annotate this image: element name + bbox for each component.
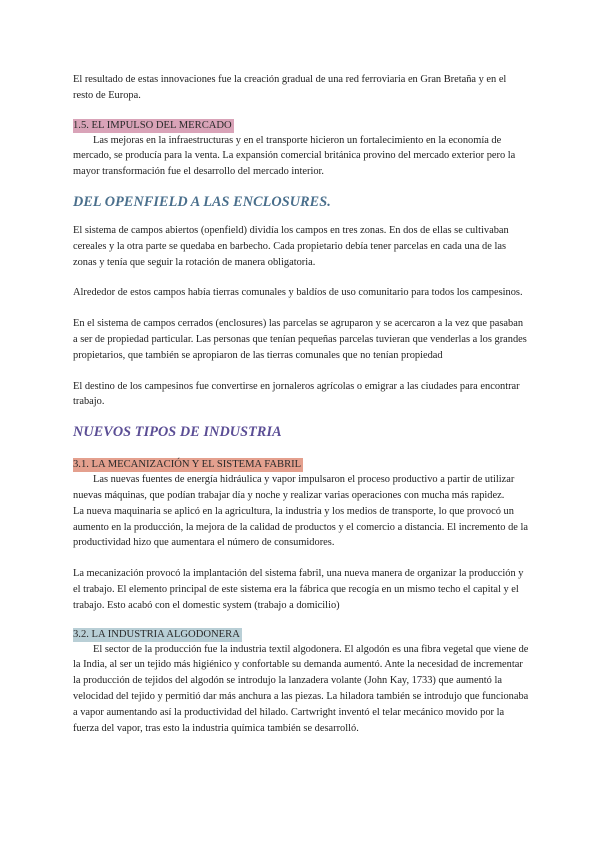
- paragraph-impulso: Las mejoras en la infraestructuras y en el transporte hicieron un fortalecimiento en la economía de mercado, se producía para la venta. La expansión comercial británica provino del mercado exterior pero la mayor transformación fue el desarrollo del mercado interior.: [73, 134, 516, 178]
- paragraph-openfield-3: En el sistema de campos cerrados (enclosures) las parcelas se agruparon y se acercaron a la vez que pasaban a ser de propiedad particular. Las personas que tenían pequeñas parcelas tuvieran que venderlas a los grandes propietarios, que también se apropiaron de las tierras comunales que no tenían propiedad: [73, 318, 527, 361]
- heading-algodonera: 3.2. LA INDUSTRIA ALGODONERA: [73, 628, 240, 640]
- document-body: [73, 72, 529, 736]
- heading-impulso-mercado: 1.5. EL IMPULSO DEL MERCADO: [73, 119, 232, 131]
- intro-paragraph: El resultado de estas innovaciones fue la creación gradual de una red ferroviaria en Gran Bretaña y en el resto de Europa.: [73, 74, 507, 101]
- heading-mecanizacion: 3.1. LA MECANIZACIÓN Y EL SISTEMA FABRIL: [73, 459, 302, 471]
- section-title-openfield: DEL OPENFIELD A LAS ENCLOSURES.: [73, 193, 331, 210]
- paragraph-algodonera: El sector de la producción fue la industria textil algodonera. El algodón es una fibra vegetal que viene de la India, al ser un tejido más higiénico y confortable su demanda aumentó. Ante la necesidad de incrementar la producción de tejidos del algodón se introdujo la lanzadera volante (John Kay, 1733) que aumentó la velocidad del tejido y permitió dar más anchura a las piezas. La hiladora también se introdujo que funcionaba a vapor aumentando así la productividad del hilado. Cartwright inventó el telar mecánico movido por la fuerza del vapor, tras esto la industria química también se desarrolló.: [73, 643, 529, 734]
- paragraph-openfield-4: El destino de los campesinos fue convertirse en jornaleros agrícolas o emigrar a las ciudades para encontrar trabajo.: [73, 380, 520, 408]
- paragraph-mecanizacion-3: La mecanización provocó la implantación del sistema fabril, una nueva manera de organizar la producción y el trabajo. El elemento principal de este sistema era la fábrica que recogía en un mismo techo el capital y el trabajo. Esto acabó con el domestic system (trabajo a domicilio): [73, 568, 524, 611]
- paragraph-openfield-1: El sistema de campos abiertos (openfield) dividía los campos en tres zonas. En dos de ellas se cultivaban cereales y la otra parte se quedaba en barbecho. Cada propietario debía tener parcelas en cada una de las zonas y tenía que seguir la rotación de manera obligatoria.: [73, 224, 509, 268]
- paragraph-mecanizacion-2: La nueva maquinaria se aplicó en la agricultura, la industria y los medios de transporte, lo que provocó un aumento en la producción, la mejora de la calidad de productos y el comercio a distancia. El incremento de la productividad hizo que aumentara el número de consumidores.: [73, 505, 528, 549]
- paragraph-mecanizacion-1: Las nuevas fuentes de energía hidráulica y vapor impulsaron el proceso productivo a partir de utilizar nuevas máquinas, que podían trabajar día y noche y realizar varias operaciones con mucha más rapidez.: [73, 474, 515, 501]
- section-title-industria: NUEVOS TIPOS DE INDUSTRIA: [73, 424, 282, 441]
- paragraph-openfield-2: Alrededor de estos campos había tierras comunales y baldíos de uso comunitario para todos los campesinos.: [73, 287, 523, 299]
